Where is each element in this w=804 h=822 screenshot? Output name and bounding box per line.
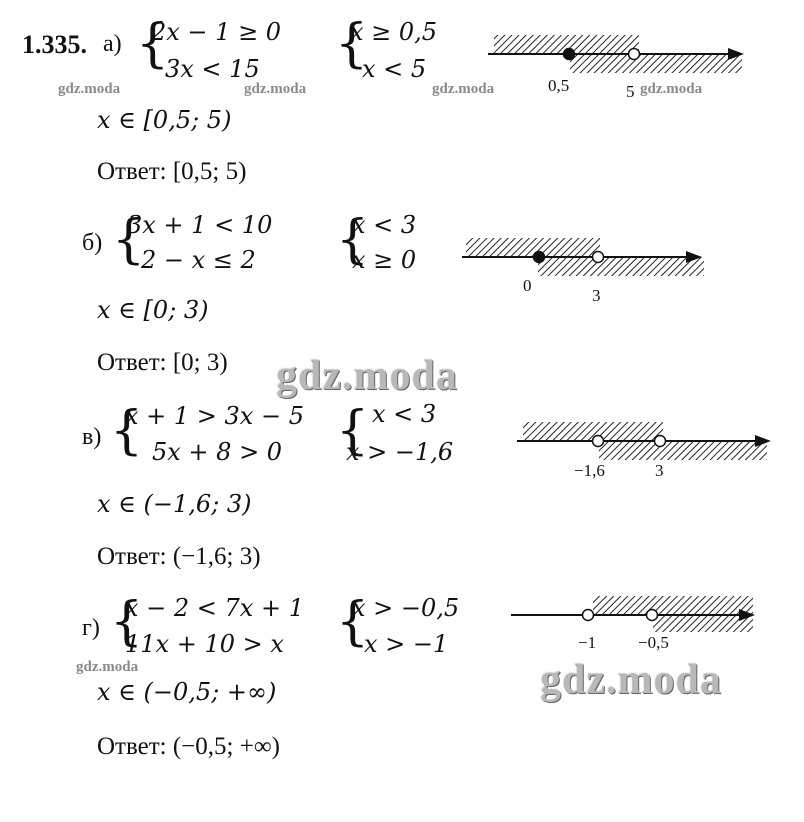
part-c-solution-set: x ∈ (−1,6; 3) [97,490,252,518]
part-c-system-line1: x + 1 > 3x − 5 [125,402,304,430]
problem-number: 1.335. [22,30,87,59]
part-c-simplified-line2: x > −1,6 [346,438,454,466]
part-b-system-line2: 2 − x ≤ 2 [141,246,256,274]
watermark-small-1: gdz.moda [58,81,121,97]
part-c-simplified-brace: { [336,401,370,461]
part-b-brace: { [112,210,146,270]
part-c-brace: { [110,401,144,461]
watermark-small-2: gdz.moda [244,81,307,97]
part-a-simplified-brace: { [335,14,369,74]
part-b-number-line [462,234,712,282]
part-a-system-line1: 2x − 1 ≥ 0 [151,18,282,46]
part-c-point-open-2 [655,436,666,447]
part-b-simplified-line1: x < 3 [352,211,417,239]
part-b-point2-label: 3 [592,286,601,305]
part-d-point2-label: −0,5 [638,633,669,652]
part-d-label: г) [82,615,100,641]
part-c-hatch-gt [599,441,767,460]
part-d-hatch-gt-05 [653,615,753,632]
part-d-point1-label: −1 [578,633,597,652]
part-a-solution-set: x ∈ [0,5; 5) [97,106,232,134]
part-a-simplified-line1: x ≥ 0,5 [350,18,438,46]
part-d-simplified-line2: x > −1 [364,630,449,658]
part-a-point1-label: 0,5 [548,76,570,95]
part-d-system-line2: 11x + 10 > x [125,630,284,658]
part-c-point-open-1 [593,436,604,447]
part-c-number-line [517,419,777,465]
part-d-answer: Ответ: (−0,5; +∞) [97,733,280,760]
part-d-simplified-line1: x > −0,5 [352,594,460,622]
part-d-hatch-gt-1 [593,596,753,615]
part-b-label: б) [82,230,103,256]
part-d-brace: { [110,592,144,652]
part-b-simplified-brace: { [336,210,370,270]
watermark-small-3: gdz.moda [432,81,495,97]
part-b-point-filled [534,252,545,263]
part-c-simplified-line1: x < 3 [372,400,437,428]
part-c-system-line2: 5x + 8 > 0 [152,438,283,466]
part-a-point-open [629,49,640,60]
watermark-small-4: gdz.moda [640,81,703,97]
part-b-hatch-lt [466,238,600,257]
part-b-solution-set: x ∈ [0; 3) [97,296,209,324]
part-a-simplified-line2: x < 5 [362,55,427,83]
part-d-point-open-1 [583,610,594,621]
watermark-large-1: gdz.moda [276,353,458,399]
part-c-point1-label: −1,6 [574,461,605,480]
part-c-label: в) [82,424,102,450]
part-b-answer: Ответ: [0; 3) [97,349,228,376]
watermark-small-5: gdz.moda [76,659,139,675]
part-a-hatch-lt [570,54,742,73]
part-d-system-line1: x − 2 < 7x + 1 [125,594,304,622]
part-c-answer: Ответ: (−1,6; 3) [97,543,261,570]
part-a-system-line2: 3x < 15 [165,55,260,83]
part-d-solution-set: x ∈ (−0,5; +∞) [97,678,277,706]
part-a-number-line [488,30,750,80]
part-b-point1-label: 0 [523,276,532,295]
part-c-point2-label: 3 [655,461,664,480]
part-a-point-filled [564,49,575,60]
part-a-label: а) [103,31,122,57]
part-b-hatch-ge [538,257,704,276]
part-b-system-line1: 3x + 1 < 10 [127,211,273,239]
part-d-point-open-2 [647,610,658,621]
part-a-brace: { [136,14,170,74]
part-d-simplified-brace: { [336,592,370,652]
part-b-simplified-line2: x ≥ 0 [352,246,417,274]
part-a-answer: Ответ: [0,5; 5) [97,158,247,185]
watermark-large-2: gdz.moda [540,657,722,703]
part-d-number-line [511,592,761,638]
part-b-point-open [593,252,604,263]
part-a-point2-label: 5 [626,82,635,101]
